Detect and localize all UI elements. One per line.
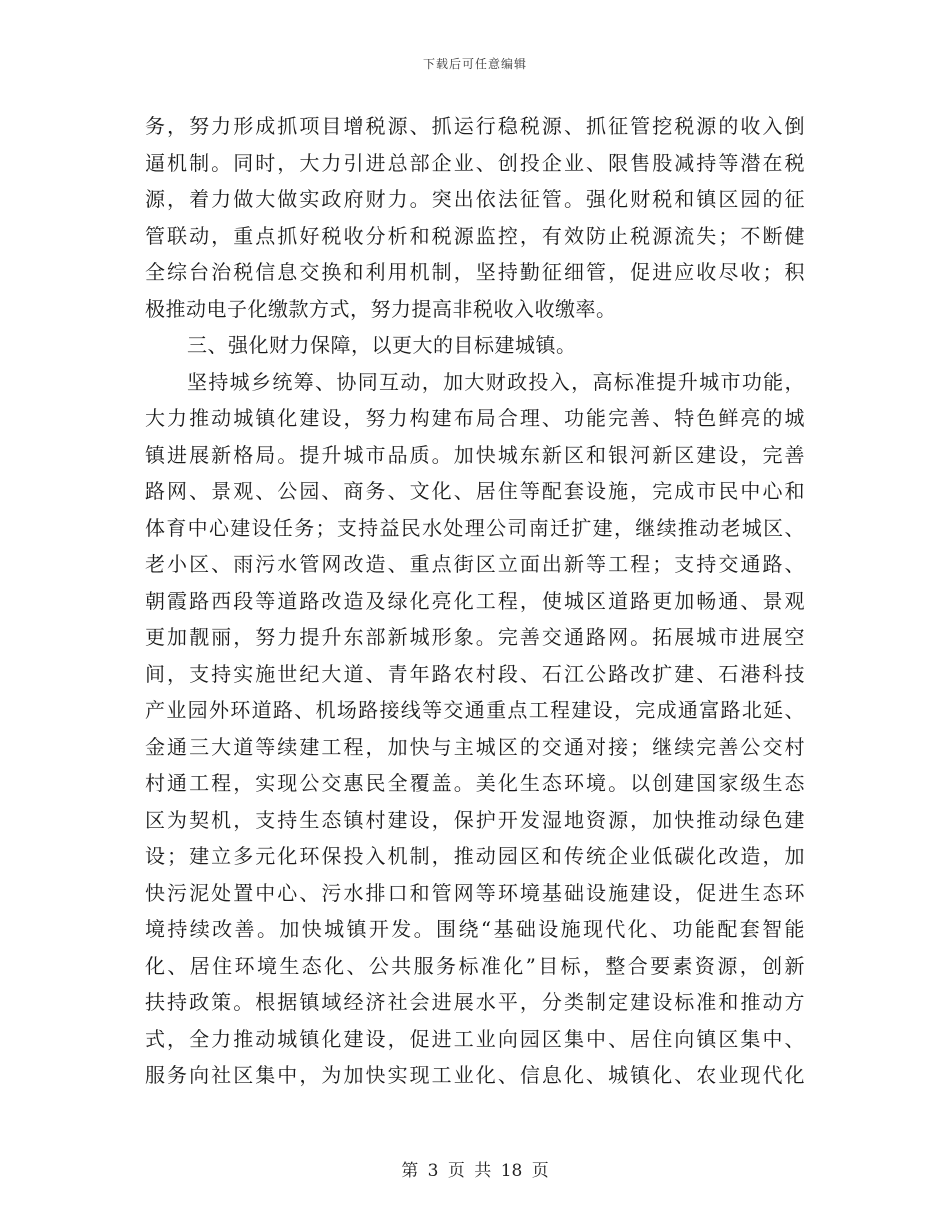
body-line: 坚持城乡统筹、协同互动，加大财政投入，高标准提升城市功能， (187, 369, 805, 394)
body-line: 快污泥处置中心、污水排口和管网等环境基础设施建设，促进生态环 (145, 880, 805, 905)
body-line: 更加靓丽，努力提升东部新城形象。完善交通路网。拓展城市进展空 (145, 625, 805, 649)
body-line: 体育中心建设任务；支持益民水处理公司南迁扩建，继续推动老城区、 (145, 515, 805, 540)
body-line: 化、居住环境生态化、公共服务标准化”目标，整合要素资源，创新 (145, 953, 805, 978)
body-line: 大力推动城镇化建设，努力构建布局合理、功能完善、特色鲜亮的城 (145, 406, 805, 430)
page-header: 下载后可任意编辑 (422, 57, 527, 71)
body-line: 老小区、雨污水管网改造、重点街区立面出新等工程；支持交通路、 (145, 552, 805, 576)
body-line: 扶持政策。根据镇域经济社会进展水平，分类制定建设标准和推动方 (145, 990, 805, 1014)
body-line: 设；建立多元化环保投入机制，推动园区和传统企业低碳化改造，加 (145, 844, 805, 868)
body-line: 管联动，重点抓好税收分析和税源监控，有效防止税源流失；不断健 (145, 223, 805, 248)
body-line: 产业园外环道路、机场路接线等交通重点工程建设，完成通富路北延、 (145, 698, 805, 722)
body-line: 源，着力做大做实政府财力。突出依法征管。强化财税和镇区园的征 (145, 187, 805, 211)
body-line: 镇进展新格局。提升城市品质。加快城东新区和银河新区建设，完善 (145, 442, 805, 467)
body-line: 式，全力推动城镇化建设，促进工业向园区集中、居住向镇区集中、 (145, 1026, 805, 1051)
body-line: 路网、景观、公园、商务、文化、居住等配套设施，完成市民中心和 (145, 479, 805, 503)
section-heading: 三、强化财力保障，以更大的目标建城镇。 (187, 333, 577, 357)
body-line: 金通三大道等续建工程，加快与主城区的交通对接；继续完善公交村 (145, 734, 805, 759)
document-body (145, 108, 805, 1094)
body-line: 服务向社区集中，为加快实现工业化、信息化、城镇化、农业现代化 (145, 1063, 805, 1087)
body-line: 朝霞路西段等道路改造及绿化亮化工程，使城区道路更加畅通、景观 (145, 588, 805, 613)
body-line: 间，支持实施世纪大道、青年路农村段、石江公路改扩建、石港科技 (145, 661, 805, 686)
body-line: 逼机制。同时，大力引进总部企业、创投企业、限售股减持等潜在税 (145, 150, 805, 175)
body-line: 务，努力形成抓项目增税源、抓运行稳税源、抓征管挖税源的收入倒 (145, 114, 805, 138)
body-line: 境持续改善。加快城镇开发。围绕“基础设施现代化、功能配套智能 (145, 917, 805, 941)
body-line: 区为契机，支持生态镇村建设，保护开发湿地资源，加快推动绿色建 (145, 807, 805, 832)
body-line: 极推动电子化缴款方式，努力提高非税收入收缴率。 (145, 296, 617, 321)
body-line: 村通工程，实现公交惠民全覆盖。美化生态环境。以创建国家级生态 (145, 771, 805, 795)
page-number: 第 3 页 共 18 页 (401, 1161, 549, 1181)
body-line: 全综台治税信息交换和利用机制，坚持勤征细管，促进应收尽收；积 (145, 260, 805, 284)
